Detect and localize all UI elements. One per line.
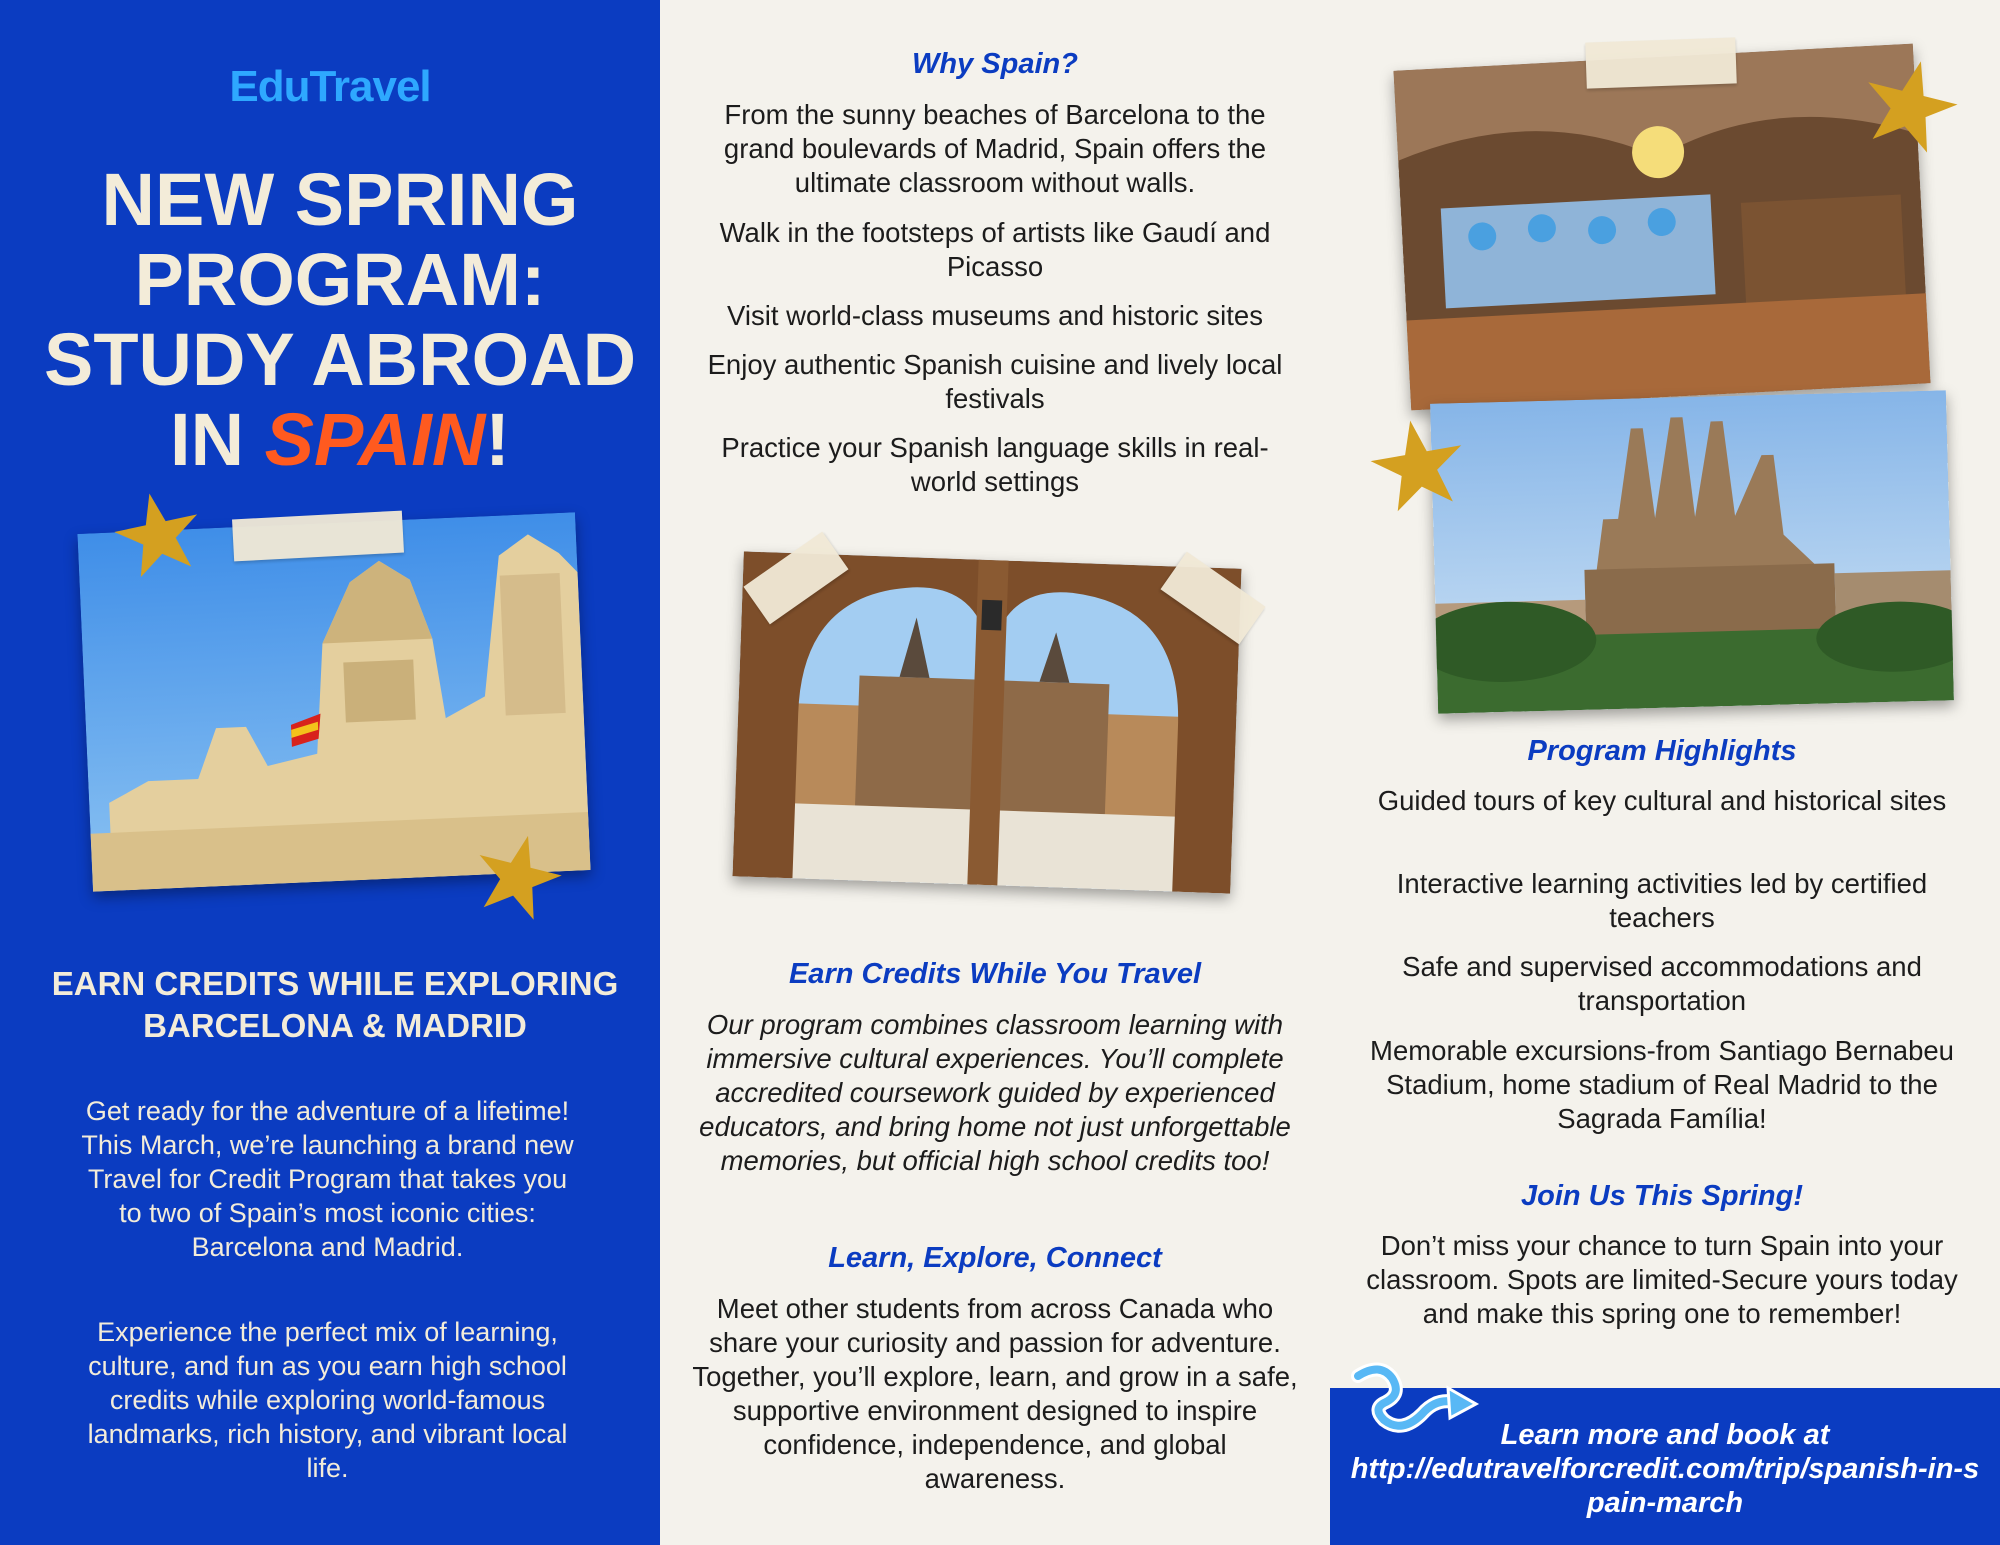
plaza-arch-photo: [732, 551, 1241, 893]
highlight-item: Memorable excursions-from Santiago Bernabeu Stadium, home stadium of Real Madrid to the Sagrada Família!: [1370, 1035, 1954, 1134]
join-us-paragraph: Don’t miss your chance to turn Spain into your classroom. Spots are limited-Secure yours today and make this spring one to remember!: [1366, 1230, 1958, 1329]
why-spain-item: Practice your Spanish language skills in real-world settings: [721, 432, 1269, 497]
page-title: [40, 160, 640, 480]
cta-link[interactable]: http://edutravelforcredit.com/trip/spanish-in-spain-march: [1350, 1453, 1980, 1519]
edutravel-logo[interactable]: EduTravel: [229, 62, 431, 111]
why-spain-item: From the sunny beaches of Barcelona to the grand boulevards of Madrid, Spain offers the ultimate classroom without walls.: [723, 99, 1267, 198]
why-spain-heading: Why Spain?: [912, 48, 1078, 80]
casa-batllo-photo: [1393, 44, 1930, 411]
highlight-item: Guided tours of key cultural and historical sites: [1377, 785, 1947, 816]
headline-end: !: [485, 398, 510, 481]
tape-strip: [1585, 37, 1737, 88]
tape-strip: [232, 511, 404, 562]
learn-explore-heading: Learn, Explore, Connect: [828, 1242, 1162, 1274]
why-spain-item: Walk in the footsteps of artists like Gaudí and Picasso: [719, 217, 1271, 282]
learn-explore-paragraph: Meet other students from across Canada who share your curiosity and passion for adventure. Together, you’ll explore, learn, and grow in a safe, supportive environment designed to inspire confidence, independence, and global awareness.: [692, 1293, 1298, 1494]
earn-credits-paragraph: Our program combines classroom learning with immersive cultural experiences. You’ll complete accredited coursework guided by experienced educators, and bring home not just unforgettable memories, but official high school credits too!: [699, 1009, 1291, 1176]
sagrada-familia-photo: [1430, 390, 1954, 713]
left-subhead: EARN CREDITS WHILE EXPLORING BARCELONA & MADRID: [51, 965, 619, 1044]
left-intro-paragraph: Get ready for the adventure of a lifetime! This March, we’re launching a brand new Travel for Credit Program that takes you to two of Spain’s most iconic cities: Barcelona and Madrid.: [81, 1096, 574, 1262]
headline-highlight: SPAIN: [264, 398, 486, 481]
star-icon: [1360, 407, 1476, 523]
cta-prefix: Learn more and book at: [1500, 1419, 1830, 1451]
star-icon: [103, 479, 212, 588]
join-us-heading: Join Us This Spring!: [1521, 1180, 1803, 1212]
cta-text: [1350, 1418, 1980, 1520]
why-spain-item: Visit world-class museums and historic sites: [727, 300, 1263, 331]
left-experience-paragraph: Experience the perfect mix of learning, culture, and fun as you earn high school credits while exploring world-famous landmarks, rich history, and vibrant local life.: [87, 1317, 568, 1483]
why-spain-item: Enjoy authentic Spanish cuisine and lively local festivals: [707, 349, 1283, 414]
earn-credits-heading: Earn Credits While You Travel: [788, 958, 1202, 990]
headline-text: NEW SPRING PROGRAM: STUDY ABROAD IN: [43, 158, 637, 481]
program-highlights-heading: Program Highlights: [1527, 735, 1797, 767]
highlight-item: Safe and supervised accommodations and transportation: [1402, 951, 1922, 1016]
highlight-item: Interactive learning activities led by certified teachers: [1396, 868, 1928, 933]
